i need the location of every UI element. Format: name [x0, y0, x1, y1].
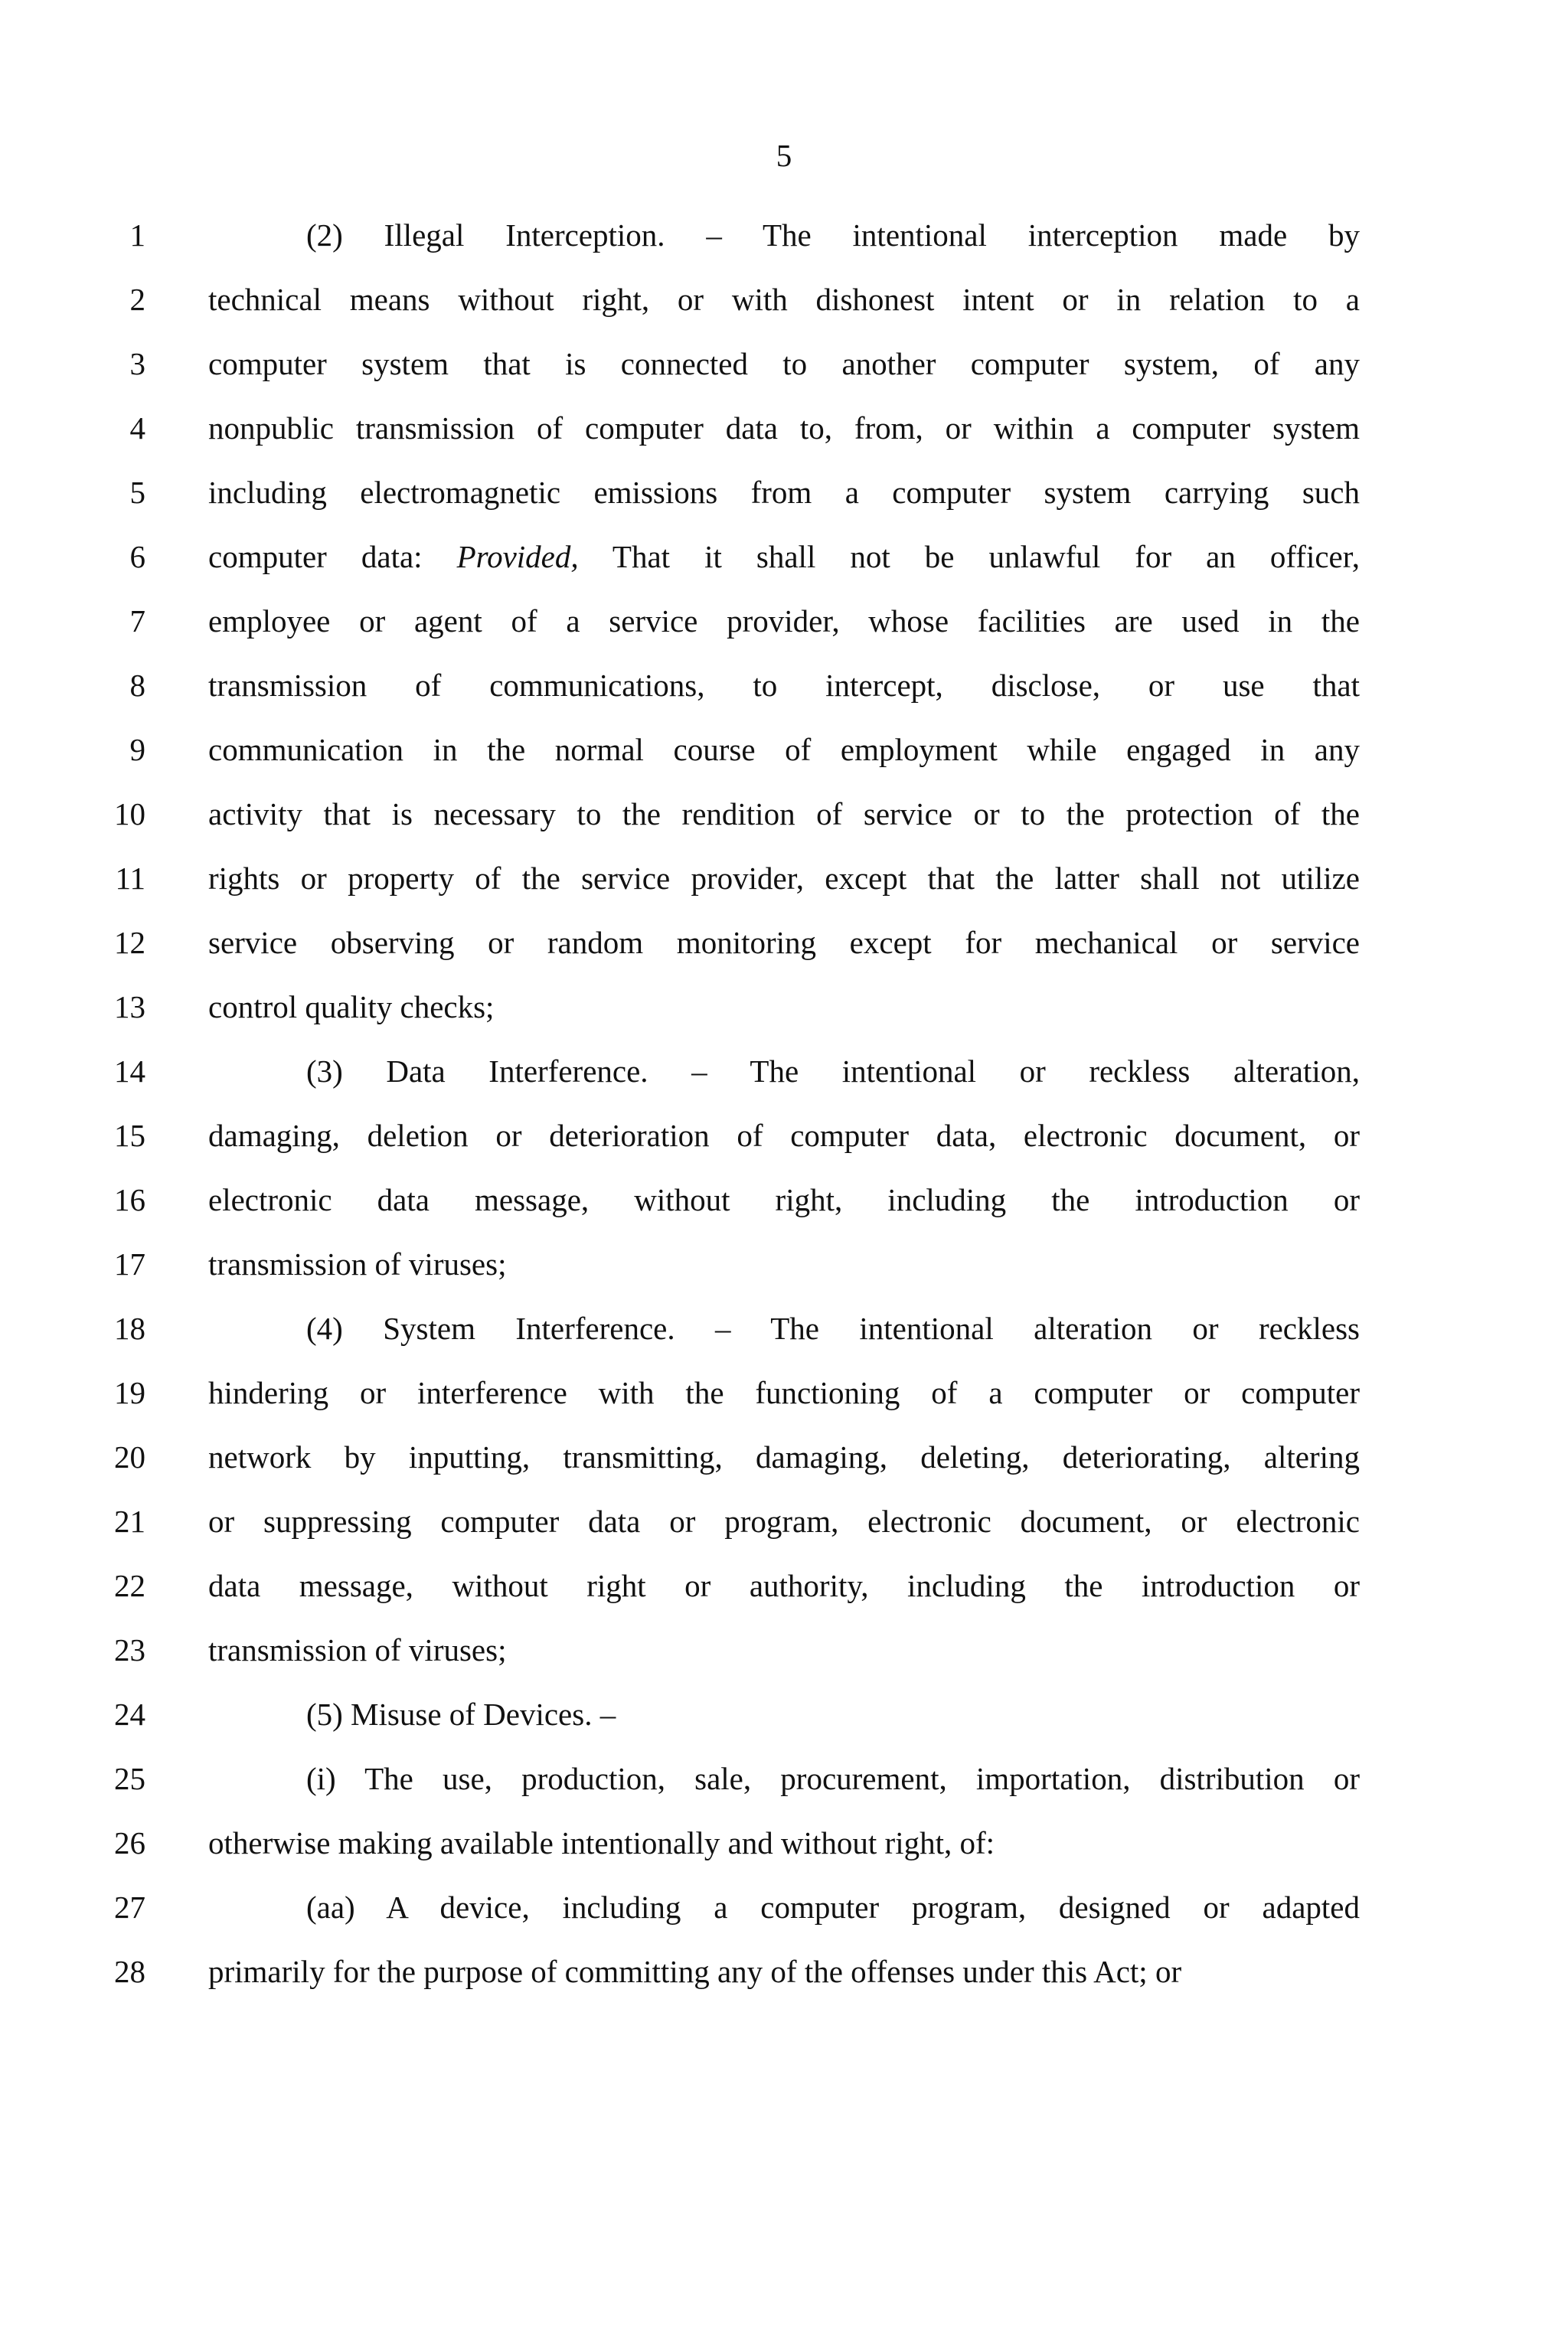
line-text: transmission of viruses;	[208, 1632, 507, 1668]
document-line	[0, 1181, 1568, 1245]
line-text: or suppressing computer data or program, electronic document, or electronic	[208, 1504, 1360, 1539]
line-text: rights or property of the service provider, except that the latter shall not utilize	[208, 861, 1360, 896]
line-text: (3) Data Interference. – The intentional or reckless alteration,	[306, 1054, 1360, 1089]
line-text: computer system that is connected to another computer system, of any	[208, 346, 1360, 381]
line-text-post: That it shall not be unlawful for an officer,	[578, 539, 1361, 574]
line-text: technical means without right, or with dishonest intent or in relation to a	[208, 282, 1360, 317]
document-line	[0, 923, 1568, 988]
line-number: 15	[114, 1118, 145, 1153]
line-number: 16	[114, 1182, 145, 1217]
line-text: service observing or random monitoring except for mechanical or service	[208, 925, 1360, 960]
line-text: primarily for the purpose of committing any of the offenses under this Act; or	[208, 1954, 1182, 1989]
line-text: nonpublic transmission of computer data to, from, or within a computer system	[208, 410, 1360, 446]
document-line	[0, 1438, 1568, 1502]
line-number: 5	[129, 475, 145, 510]
line-text: (aa) A device, including a computer program, designed or adapted	[306, 1890, 1360, 1925]
line-text: (5) Misuse of Devices. –	[306, 1697, 616, 1732]
line-text: damaging, deletion or deterioration of computer data, electronic document, or	[208, 1118, 1360, 1153]
document-line	[0, 988, 1568, 1052]
document-line	[0, 1824, 1568, 1888]
document-line	[0, 1052, 1568, 1116]
line-text: control quality checks;	[208, 989, 495, 1024]
line-text: activity that is necessary to the rendition of service or to the protection of the	[208, 796, 1360, 831]
line-text: electronic data message, without right, including the introduction or	[208, 1182, 1360, 1217]
line-number: 26	[114, 1825, 145, 1860]
document-line	[0, 730, 1568, 795]
document-line	[0, 1374, 1568, 1438]
document-line	[0, 537, 1568, 602]
line-text: otherwise making available intentionally and without right, of:	[208, 1825, 995, 1860]
line-number: 12	[114, 925, 145, 960]
line-number: 8	[129, 668, 145, 703]
document-line	[0, 473, 1568, 537]
document-line	[0, 280, 1568, 345]
document-line	[0, 602, 1568, 666]
line-text: hindering or interference with the functioning of a computer or computer	[208, 1375, 1360, 1410]
line-number: 10	[114, 796, 145, 831]
line-number: 23	[114, 1632, 145, 1668]
line-number: 7	[129, 603, 145, 639]
line-number: 9	[129, 732, 145, 767]
line-text-pre: computer data:	[208, 539, 457, 574]
document-line	[0, 1566, 1568, 1631]
line-number: 20	[114, 1439, 145, 1475]
line-text: (2) Illegal Interception. – The intentional interception made by	[306, 217, 1360, 253]
provided-emphasis: Provided,	[456, 539, 579, 574]
line-number: 6	[129, 539, 145, 574]
document-line	[0, 1116, 1568, 1181]
document-line	[0, 1759, 1568, 1824]
document-line	[0, 1631, 1568, 1695]
line-number: 27	[114, 1890, 145, 1925]
line-text: (i) The use, production, sale, procurement, importation, distribution or	[306, 1761, 1360, 1796]
line-number: 28	[114, 1954, 145, 1989]
line-text: communication in the normal course of employment while engaged in any	[208, 732, 1360, 767]
line-text: employee or agent of a service provider, whose facilities are used in the	[208, 603, 1360, 639]
line-text: (4) System Interference. – The intentional alteration or reckless	[306, 1311, 1360, 1346]
line-text: transmission of communications, to intercept, disclose, or use that	[208, 668, 1360, 703]
line-number: 25	[114, 1761, 145, 1796]
document-line	[0, 1695, 1568, 1759]
line-number: 11	[115, 861, 145, 896]
line-text: data message, without right or authority, including the introduction or	[208, 1568, 1360, 1603]
document-line	[0, 795, 1568, 859]
document-line	[0, 859, 1568, 923]
document-line	[0, 1309, 1568, 1374]
line-text: including electromagnetic emissions from a computer system carrying such	[208, 475, 1360, 510]
document-line	[0, 1952, 1568, 2017]
document-line	[0, 409, 1568, 473]
document-line	[0, 666, 1568, 730]
document-line	[0, 1502, 1568, 1566]
line-text: transmission of viruses;	[208, 1246, 507, 1282]
line-number: 3	[129, 346, 145, 381]
document-line	[0, 345, 1568, 409]
document-line	[0, 1888, 1568, 1952]
line-number: 13	[114, 989, 145, 1024]
line-text: network by inputting, transmitting, damaging, deleting, deteriorating, altering	[208, 1439, 1360, 1475]
line-number: 24	[114, 1697, 145, 1732]
document-line	[0, 1245, 1568, 1309]
line-number: 19	[114, 1375, 145, 1410]
line-number: 4	[129, 410, 145, 446]
line-text	[208, 537, 1360, 576]
line-number: 14	[114, 1054, 145, 1089]
line-number: 21	[114, 1504, 145, 1539]
line-number: 17	[114, 1246, 145, 1282]
document-line	[0, 216, 1568, 280]
line-number: 2	[129, 282, 145, 317]
line-number: 22	[114, 1568, 145, 1603]
page-number: 5	[776, 138, 792, 173]
line-number: 18	[114, 1311, 145, 1346]
line-number: 1	[129, 217, 145, 253]
